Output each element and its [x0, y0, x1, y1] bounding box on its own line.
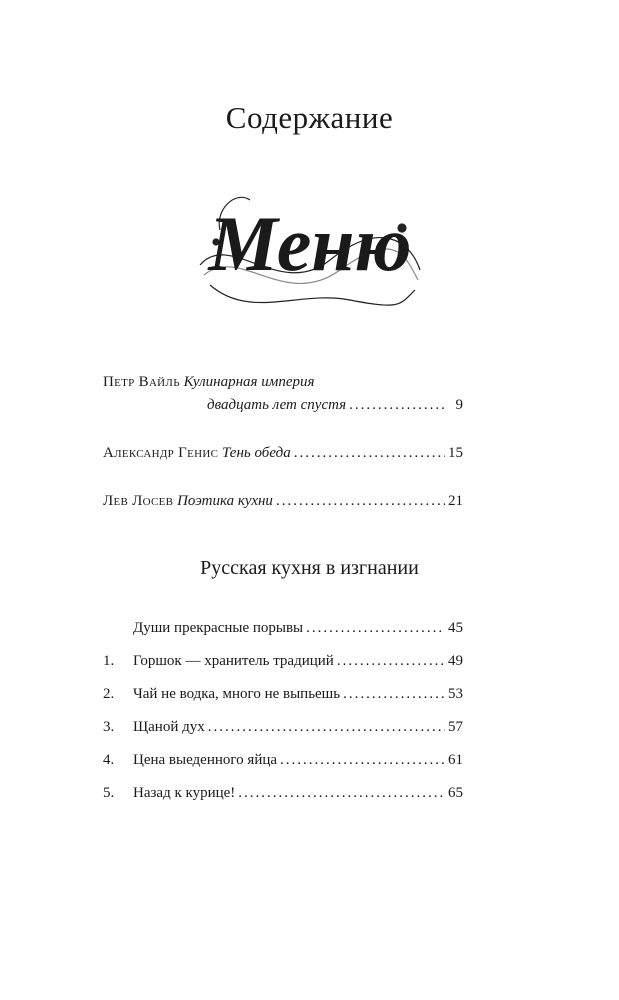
- leader-dots: [337, 651, 445, 671]
- logo-text: Меню: [208, 200, 412, 287]
- leader-dots: [306, 618, 445, 638]
- toc-entry-genis: [103, 443, 463, 463]
- author: Петр Вайль: [103, 374, 180, 390]
- chapter-number: 3.: [103, 719, 115, 735]
- page-number: 9: [455, 397, 463, 413]
- leader-dots: [294, 443, 445, 463]
- chapter-entry: [103, 684, 463, 704]
- page-number: 49: [448, 653, 463, 669]
- page-number: 57: [448, 719, 463, 735]
- section-title: Русская кухня в изгнании: [200, 557, 419, 579]
- leader-dots: [208, 717, 445, 737]
- chapter-title: Души прекрасные порывы: [133, 620, 304, 636]
- menu-logo: [190, 170, 430, 320]
- leader-dots: [343, 684, 445, 704]
- page-number: 15: [448, 445, 463, 461]
- chapter-number: 5.: [103, 785, 115, 801]
- chapter-title: Горшок — хранитель традиций: [133, 653, 334, 669]
- toc-entry-losev: [103, 491, 463, 511]
- chapter-title: Назад к курице!: [133, 785, 236, 801]
- work-title-cont: двадцать лет спустя: [207, 397, 347, 413]
- chapter-entry: [103, 618, 463, 638]
- page-number: 65: [448, 785, 463, 801]
- chapter-number: 1.: [103, 653, 115, 669]
- page-number: 21: [448, 493, 463, 509]
- work-title: Тень обеда: [222, 445, 291, 461]
- leader-dots: [276, 491, 445, 511]
- chapter-entry: [103, 717, 463, 737]
- leader-dots: [280, 750, 445, 770]
- chapter-number: 2.: [103, 686, 115, 702]
- page-title: Содержание: [225, 100, 394, 135]
- work-title: Поэтика кухни: [177, 493, 273, 509]
- author: Александр Генис: [103, 445, 219, 461]
- leader-dots: [349, 395, 448, 415]
- chapter-number: 4.: [103, 752, 115, 768]
- page-number: 53: [448, 686, 463, 702]
- leader-dots: [238, 783, 445, 803]
- chapter-entry: [103, 750, 463, 770]
- page-number: 45: [448, 620, 463, 636]
- chapter-title: Щаной дух: [133, 719, 205, 735]
- page-number: 61: [448, 752, 463, 768]
- toc-entry-vail: [103, 372, 463, 392]
- chapter-title: Цена выеденного яйца: [133, 752, 278, 768]
- chapter-entry: [103, 651, 463, 671]
- toc-entry-vail-line2: [207, 395, 463, 415]
- chapter-entry: [103, 783, 463, 803]
- chapter-title: Чай не водка, много не выпьешь: [133, 686, 341, 702]
- work-title: Кулинарная империя: [183, 374, 315, 390]
- author: Лев Лосев: [103, 493, 174, 509]
